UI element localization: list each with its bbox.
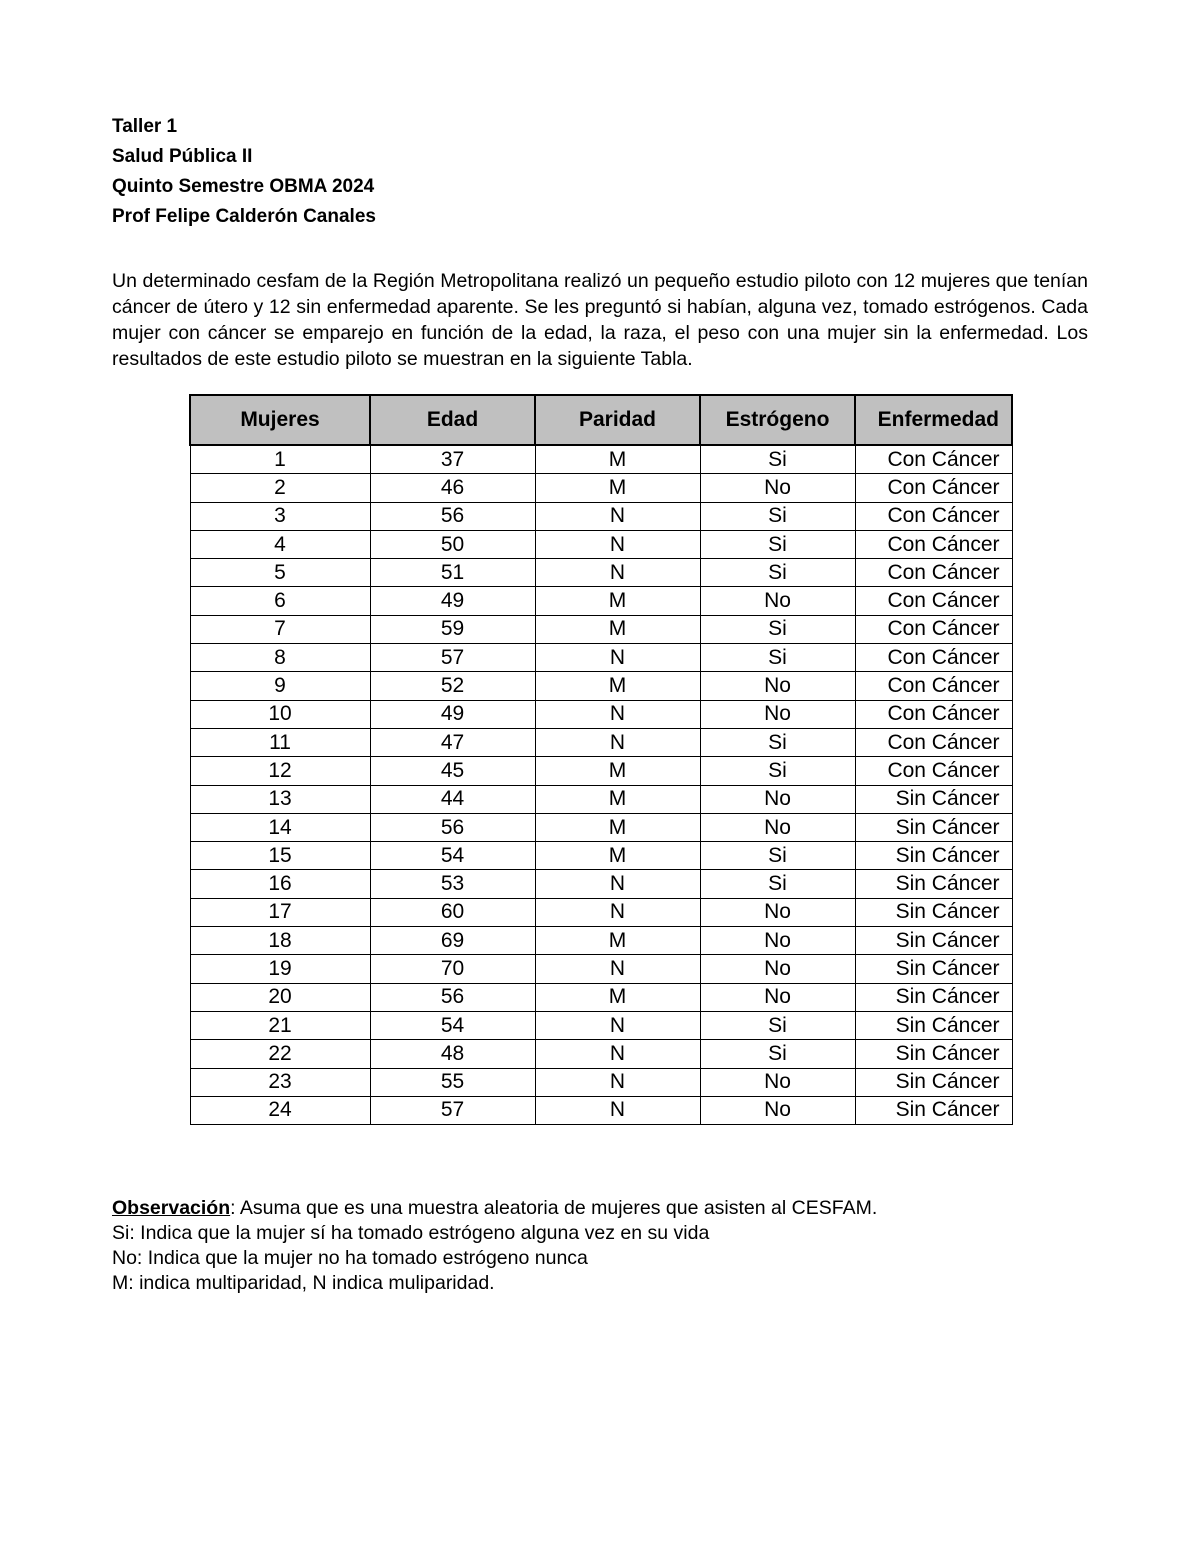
cell-edad: 55 [370, 1068, 535, 1096]
cell-edad: 53 [370, 870, 535, 898]
table-row [190, 785, 1012, 813]
column-header-paridad: Paridad [535, 395, 700, 445]
cell-estrogeno: No [700, 474, 855, 502]
cell-estrogeno: No [700, 700, 855, 728]
cell-paridad: M [535, 927, 700, 955]
cell-mujer: 23 [190, 1068, 370, 1096]
cell-edad: 49 [370, 587, 535, 615]
table-row [190, 700, 1012, 728]
cell-edad: 54 [370, 842, 535, 870]
cell-enfermedad: Sin Cáncer [855, 1011, 1012, 1039]
professor: Prof Felipe Calderón Canales [112, 206, 376, 227]
cell-paridad: N [535, 700, 700, 728]
cell-estrogeno: No [700, 898, 855, 926]
cell-paridad: M [535, 842, 700, 870]
cell-mujer: 8 [190, 644, 370, 672]
cell-mujer: 9 [190, 672, 370, 700]
cell-enfermedad: Sin Cáncer [855, 870, 1012, 898]
cell-enfermedad: Con Cáncer [855, 644, 1012, 672]
cell-enfermedad: Con Cáncer [855, 757, 1012, 785]
table-row [190, 955, 1012, 983]
note-si: Si: Indica que la mujer sí ha tomado estrógeno alguna vez en su vida [112, 1222, 710, 1244]
cell-edad: 54 [370, 1011, 535, 1039]
cell-estrogeno: No [700, 785, 855, 813]
cell-enfermedad: Con Cáncer [855, 615, 1012, 643]
cell-estrogeno: Si [700, 870, 855, 898]
column-header-mujeres: Mujeres [190, 395, 370, 445]
cell-paridad: N [535, 1040, 700, 1068]
observation-line [112, 1196, 877, 1221]
cell-estrogeno: No [700, 813, 855, 841]
cell-paridad: M [535, 983, 700, 1011]
cell-edad: 56 [370, 983, 535, 1011]
notes-section [112, 1196, 877, 1296]
cell-estrogeno: Si [700, 757, 855, 785]
table-row [190, 1068, 1012, 1096]
cell-mujer: 21 [190, 1011, 370, 1039]
table-row [190, 983, 1012, 1011]
cell-paridad: N [535, 502, 700, 530]
table-row [190, 898, 1012, 926]
cell-paridad: N [535, 898, 700, 926]
table-row [190, 870, 1012, 898]
cell-enfermedad: Sin Cáncer [855, 983, 1012, 1011]
study-data-table [189, 394, 1013, 1125]
table-row [190, 530, 1012, 558]
cell-edad: 70 [370, 955, 535, 983]
cell-edad: 52 [370, 672, 535, 700]
table-row [190, 615, 1012, 643]
cell-estrogeno: No [700, 587, 855, 615]
cell-enfermedad: Con Cáncer [855, 502, 1012, 530]
cell-mujer: 18 [190, 927, 370, 955]
cell-paridad: N [535, 1096, 700, 1124]
cell-estrogeno: No [700, 1068, 855, 1096]
cell-estrogeno: Si [700, 559, 855, 587]
cell-enfermedad: Con Cáncer [855, 474, 1012, 502]
cell-edad: 57 [370, 1096, 535, 1124]
cell-estrogeno: No [700, 983, 855, 1011]
cell-edad: 59 [370, 615, 535, 643]
cell-paridad: N [535, 955, 700, 983]
cell-enfermedad: Sin Cáncer [855, 1068, 1012, 1096]
cell-mujer: 24 [190, 1096, 370, 1124]
cell-mujer: 11 [190, 728, 370, 756]
cell-mujer: 16 [190, 870, 370, 898]
cell-enfermedad: Sin Cáncer [855, 785, 1012, 813]
cell-mujer: 12 [190, 757, 370, 785]
cell-enfermedad: Sin Cáncer [855, 955, 1012, 983]
cell-mujer: 5 [190, 559, 370, 587]
document-header [112, 112, 376, 232]
cell-edad: 60 [370, 898, 535, 926]
cell-edad: 47 [370, 728, 535, 756]
cell-mujer: 3 [190, 502, 370, 530]
note-parity: M: indica multiparidad, N indica muliparidad. [112, 1272, 495, 1294]
cell-paridad: M [535, 445, 700, 474]
cell-mujer: 15 [190, 842, 370, 870]
cell-enfermedad: Sin Cáncer [855, 927, 1012, 955]
cell-edad: 45 [370, 757, 535, 785]
cell-estrogeno: Si [700, 615, 855, 643]
cell-mujer: 19 [190, 955, 370, 983]
cell-mujer: 6 [190, 587, 370, 615]
table-row [190, 474, 1012, 502]
cell-mujer: 7 [190, 615, 370, 643]
column-header-enfermedad: Enfermedad [855, 395, 1012, 445]
cell-edad: 56 [370, 813, 535, 841]
cell-enfermedad: Sin Cáncer [855, 813, 1012, 841]
table-row [190, 842, 1012, 870]
table-row [190, 644, 1012, 672]
cell-edad: 48 [370, 1040, 535, 1068]
table-row [190, 502, 1012, 530]
table-row [190, 672, 1012, 700]
cell-mujer: 20 [190, 983, 370, 1011]
workshop-title: Taller 1 [112, 116, 178, 137]
cell-paridad: N [535, 1068, 700, 1096]
cell-estrogeno: Si [700, 644, 855, 672]
cell-mujer: 2 [190, 474, 370, 502]
table-row [190, 445, 1012, 474]
column-header-estrogeno: Estrógeno [700, 395, 855, 445]
cell-estrogeno: Si [700, 502, 855, 530]
cell-estrogeno: Si [700, 728, 855, 756]
observation-text: : Asuma que es una muestra aleatoria de mujeres que asisten al CESFAM. [230, 1197, 878, 1219]
cell-paridad: N [535, 644, 700, 672]
intro-paragraph: Un determinado cesfam de la Región Metropolitana realizó un pequeño estudio piloto con 12 mujeres que tenían cáncer de útero y 12 sin enfermedad aparente. Se les preguntó si habían, alguna vez, tomado estrógenos. Cada mujer con cáncer se emparejo en función de la edad, la raza, el peso con una mujer sin la enfermedad. Los resultados de este estudio piloto se muestran en la siguiente Tabla. [112, 270, 1088, 370]
cell-paridad: N [535, 1011, 700, 1039]
table-row [190, 927, 1012, 955]
table-row [190, 813, 1012, 841]
cell-estrogeno: No [700, 955, 855, 983]
cell-edad: 51 [370, 559, 535, 587]
cell-enfermedad: Con Cáncer [855, 728, 1012, 756]
cell-edad: 44 [370, 785, 535, 813]
table-row [190, 587, 1012, 615]
table-row [190, 728, 1012, 756]
cell-mujer: 17 [190, 898, 370, 926]
cell-edad: 49 [370, 700, 535, 728]
note-no: No: Indica que la mujer no ha tomado estrógeno nunca [112, 1247, 588, 1269]
cell-enfermedad: Con Cáncer [855, 559, 1012, 587]
cell-edad: 56 [370, 502, 535, 530]
cell-paridad: M [535, 757, 700, 785]
table-body [190, 445, 1012, 1125]
table-row [190, 1011, 1012, 1039]
cell-enfermedad: Sin Cáncer [855, 1040, 1012, 1068]
cell-paridad: M [535, 615, 700, 643]
cell-enfermedad: Con Cáncer [855, 700, 1012, 728]
cell-enfermedad: Con Cáncer [855, 530, 1012, 558]
course-name: Salud Pública II [112, 146, 253, 167]
column-header-edad: Edad [370, 395, 535, 445]
cell-mujer: 10 [190, 700, 370, 728]
cell-paridad: M [535, 785, 700, 813]
cell-mujer: 22 [190, 1040, 370, 1068]
cell-enfermedad: Sin Cáncer [855, 898, 1012, 926]
cell-estrogeno: Si [700, 1040, 855, 1068]
cell-mujer: 4 [190, 530, 370, 558]
cell-paridad: N [535, 559, 700, 587]
cell-enfermedad: Sin Cáncer [855, 1096, 1012, 1124]
cell-paridad: N [535, 728, 700, 756]
cell-enfermedad: Con Cáncer [855, 587, 1012, 615]
cell-enfermedad: Sin Cáncer [855, 842, 1012, 870]
cell-estrogeno: No [700, 927, 855, 955]
table-row [190, 1040, 1012, 1068]
cell-estrogeno: No [700, 1096, 855, 1124]
cell-mujer: 1 [190, 445, 370, 474]
cell-edad: 46 [370, 474, 535, 502]
table-row [190, 757, 1012, 785]
cell-estrogeno: Si [700, 1011, 855, 1039]
cell-edad: 50 [370, 530, 535, 558]
table-header [190, 395, 1012, 445]
cell-paridad: M [535, 474, 700, 502]
cell-estrogeno: Si [700, 445, 855, 474]
cell-enfermedad: Con Cáncer [855, 672, 1012, 700]
semester: Quinto Semestre OBMA 2024 [112, 176, 375, 197]
cell-estrogeno: Si [700, 842, 855, 870]
cell-paridad: M [535, 587, 700, 615]
cell-paridad: N [535, 530, 700, 558]
cell-paridad: N [535, 870, 700, 898]
table-row [190, 559, 1012, 587]
cell-mujer: 13 [190, 785, 370, 813]
cell-edad: 69 [370, 927, 535, 955]
cell-estrogeno: Si [700, 530, 855, 558]
observation-label: Observación [112, 1197, 231, 1219]
cell-edad: 57 [370, 644, 535, 672]
cell-edad: 37 [370, 445, 535, 474]
table-header-row [190, 395, 1012, 445]
cell-paridad: M [535, 672, 700, 700]
table-row [190, 1096, 1012, 1124]
cell-estrogeno: No [700, 672, 855, 700]
cell-mujer: 14 [190, 813, 370, 841]
cell-paridad: M [535, 813, 700, 841]
cell-enfermedad: Con Cáncer [855, 445, 1012, 474]
